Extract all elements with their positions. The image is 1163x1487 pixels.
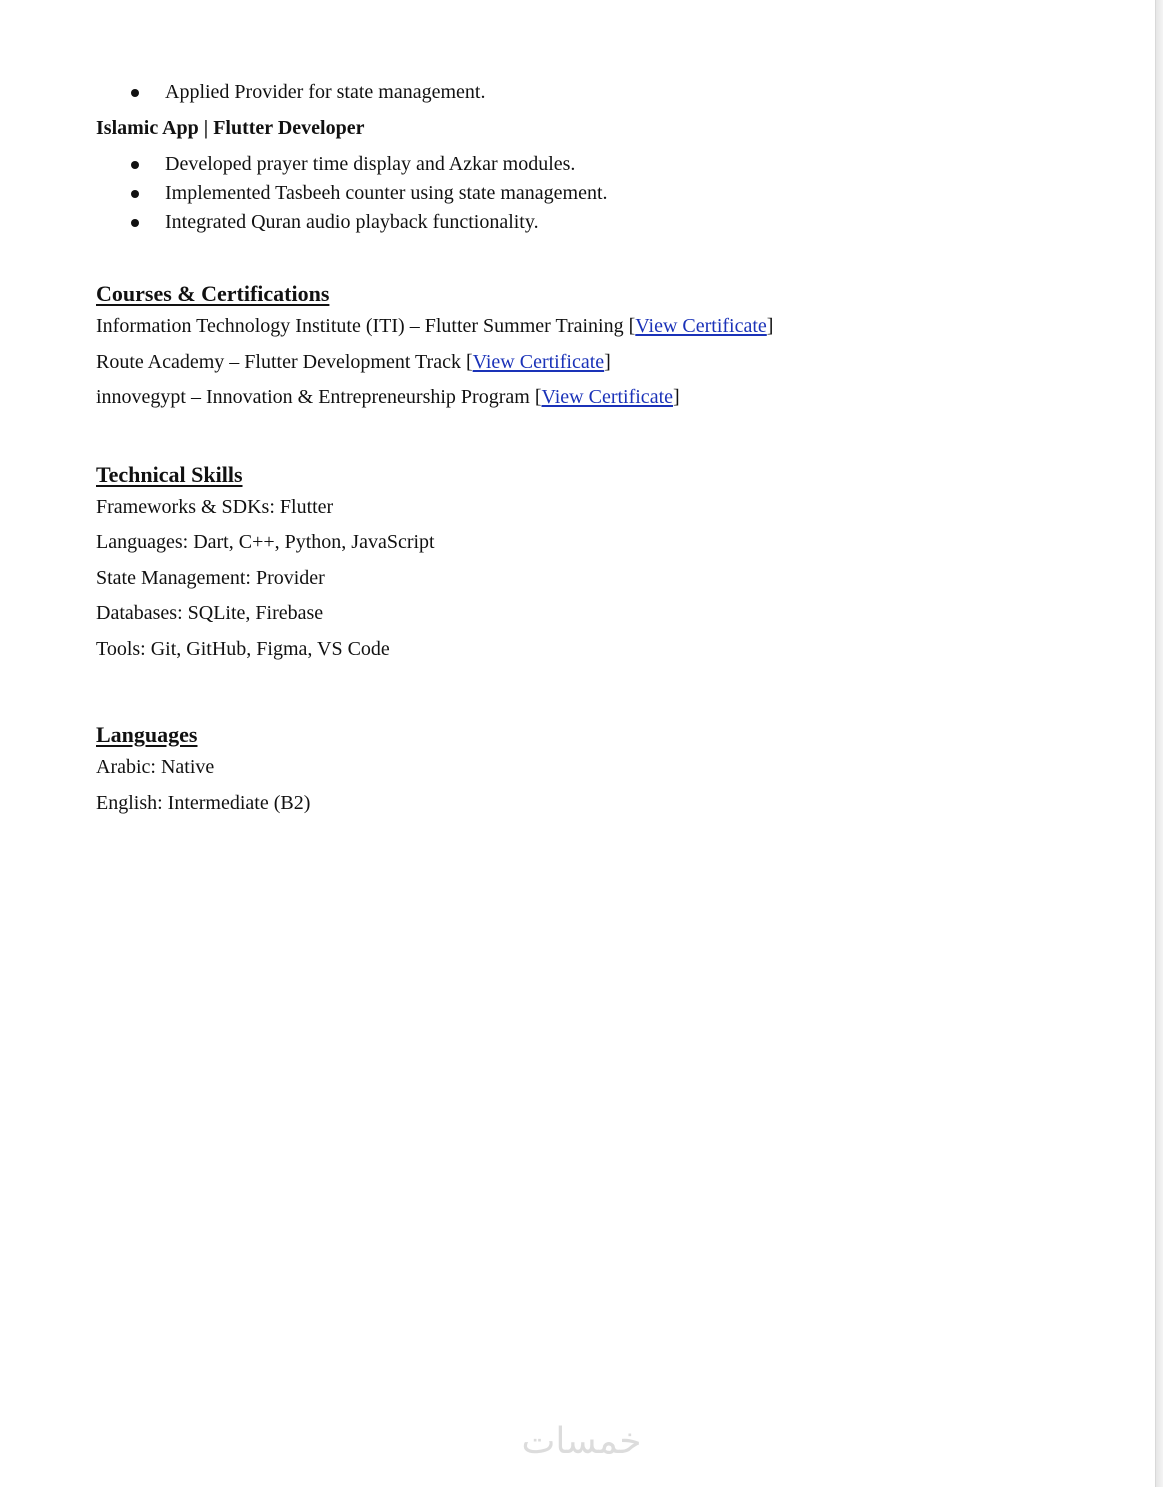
islamic-app-bullets — [96, 150, 1096, 237]
skill-line-languages: Languages: Dart, C++, Python, JavaScript — [96, 531, 435, 553]
course-item-route: Route Academy – Flutter Development Track [View Certificate] — [96, 350, 611, 373]
section-heading-technical-skills: Technical Skills — [96, 461, 243, 487]
project-title: Islamic App | Flutter Developer — [96, 117, 365, 139]
watermark-logo: خمسات — [521, 1421, 642, 1462]
bullet-icon — [131, 89, 139, 97]
language-line-english: English: Intermediate (B2) — [96, 791, 311, 814]
bullet-text: Integrated Quran audio playback functionality. — [165, 211, 539, 233]
view-certificate-link-route[interactable]: View Certificate — [472, 350, 605, 373]
course-item-iti: Information Technology Institute (ITI) – Flutter Summer Training [View Certificate] — [96, 315, 774, 337]
resume-content — [96, 78, 1096, 821]
bullet-text: Applied Provider for state management. — [165, 81, 486, 103]
bullet-icon — [131, 190, 139, 198]
course-item-innovegypt: innovegypt – Innovation & Entrepreneurship Program [View Certificate] — [96, 386, 680, 408]
list-item — [96, 208, 1096, 237]
skill-line-databases: Databases: SQLite, Firebase — [96, 602, 324, 624]
bullet-text: Developed prayer time display and Azkar modules. — [165, 153, 576, 175]
list-item — [96, 150, 1096, 179]
page-edge — [1155, 0, 1163, 1487]
skill-line-state-management: State Management: Provider — [96, 566, 325, 589]
bullet-icon — [131, 219, 139, 227]
section-heading-languages: Languages — [96, 722, 198, 747]
view-certificate-link-iti[interactable]: View Certificate — [635, 315, 767, 337]
skill-line-tools: Tools: Git, GitHub, Figma, VS Code — [96, 637, 390, 660]
previous-project-bullets — [96, 78, 1096, 107]
bullet-text: Implemented Tasbeeh counter using state management. — [165, 182, 608, 204]
language-line-arabic: Arabic: Native — [96, 756, 215, 778]
skill-line-frameworks: Frameworks & SDKs: Flutter — [96, 495, 334, 518]
section-heading-courses: Courses & Certifications — [96, 281, 330, 306]
course-text: innovegypt – Innovation & Entrepreneurship Program — [96, 386, 530, 408]
list-item — [96, 78, 1096, 107]
list-item — [96, 179, 1096, 208]
view-certificate-link-innovegypt[interactable]: View Certificate — [541, 386, 673, 408]
course-text: Route Academy – Flutter Development Track — [96, 350, 461, 373]
bullet-icon — [131, 161, 139, 169]
course-text: Information Technology Institute (ITI) – Flutter Summer Training — [96, 315, 624, 337]
